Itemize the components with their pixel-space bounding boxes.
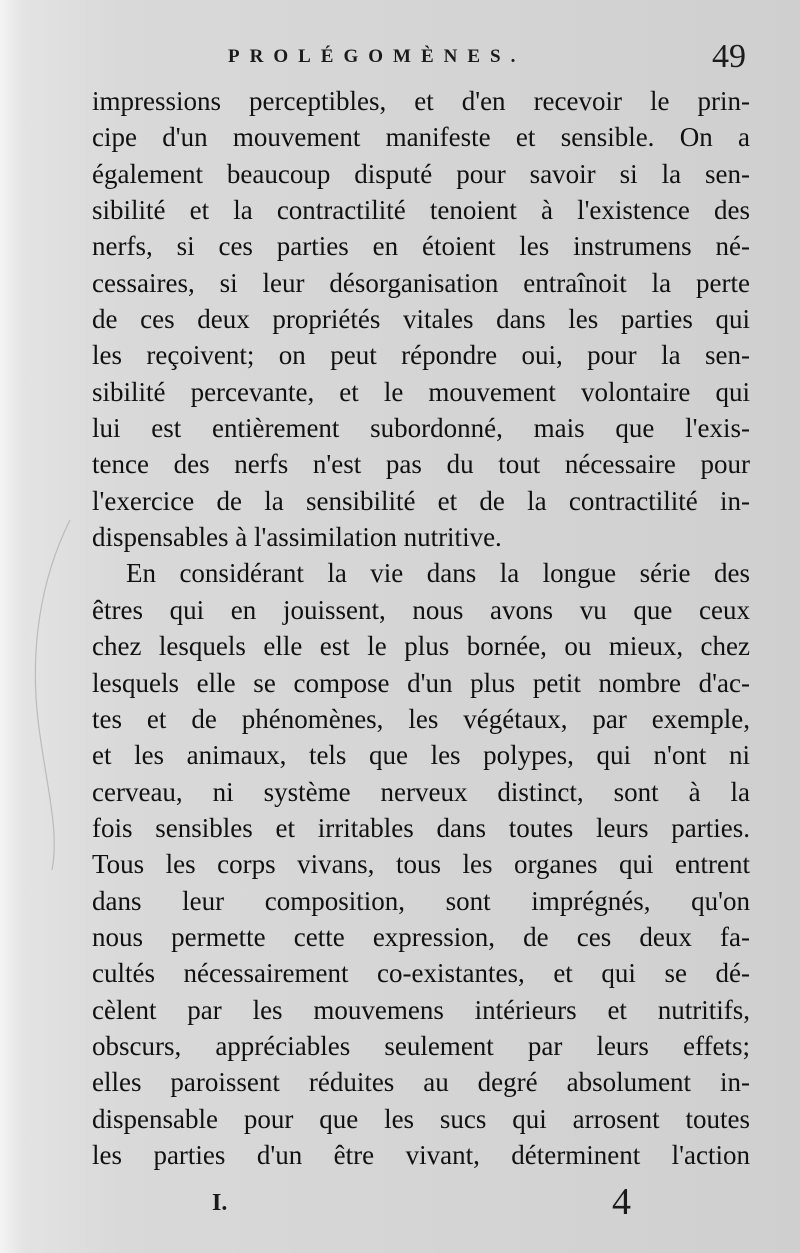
text-line: cessaires, si leur désorganisation entraînoit la perte [92,267,750,298]
text-line: de ces deux propriétés vitales dans les parties qui [92,304,750,335]
text-line: dispensable pour que les sucs qui arrosent toutes [92,1103,750,1134]
text-line: lui est entièrement subordonné, mais que l'exis- [92,413,750,444]
running-head: PROLÉGOMÈNES. [228,46,526,67]
text-line: dans leur composition, sont imprégnés, qu'on [92,885,750,916]
text-line: En considérant la vie dans la longue série des [126,558,750,589]
page-footer [0,1180,800,1240]
text-line: Tous les corps vivans, tous les organes qui entrent [92,849,750,880]
body-text [92,83,750,1173]
text-line: également beaucoup disputé pour savoir si la sen- [92,158,750,189]
text-line: impressions perceptibles, et d'en recevoir le prin- [92,86,750,116]
text-line: nerfs, si ces parties en étoient les instrumens né- [92,231,750,262]
text-line: cultés nécessairement co-existantes, et qui se dé- [92,958,750,989]
text-line: tes et de phénomènes, les végétaux, par exemple, [92,703,750,734]
text-line: lesquels elle se compose d'un plus petit nombre d'ac- [92,667,750,698]
page-edge-shadow [0,0,24,1253]
text-line: tence des nerfs n'est pas du tout nécessaire pour [92,449,750,480]
text-line: les parties d'un être vivant, déterminent l'action [92,1139,750,1170]
text-line: chez lesquels elle est le plus bornée, ou mieux, chez [92,631,750,662]
text-line: dispensables à l'assimilation nutritive. [92,522,502,553]
signature-mark-right: 4 [612,1181,631,1223]
text-line: fois sensibles et irritables dans toutes leurs parties. [92,812,750,843]
text-line: sibilité et la contractilité tenoient à l'existence des [92,195,750,226]
signature-mark-left: I. [212,1190,228,1216]
text-line: sibilité percevante, et le mouvement volontaire qui [92,376,750,407]
text-line: obscurs, appréciables seulement par leurs effets; [92,1030,750,1061]
text-line: elles paroissent réduites au degré absolument in- [92,1067,750,1098]
text-line: nous permette cette expression, de ces deux fa- [92,921,750,952]
text-line: êtres qui en jouissent, nous avons vu que ceux [92,594,750,625]
page-header [0,36,800,76]
text-line: cerveau, ni système nerveux distinct, sont à la [92,776,750,807]
text-line: et les animaux, tels que les polypes, qui n'ont ni [92,740,750,771]
page-number: 49 [712,38,746,75]
text-line: l'exercice de la sensibilité et de la contractilité in- [92,485,750,516]
text-line: les reçoivent; on peut répondre oui, pour la sen- [92,340,750,371]
text-line: cipe d'un mouvement manifeste et sensible. On a [92,122,750,153]
text-line: cèlent par les mouvemens intérieurs et nutritifs, [92,994,750,1025]
